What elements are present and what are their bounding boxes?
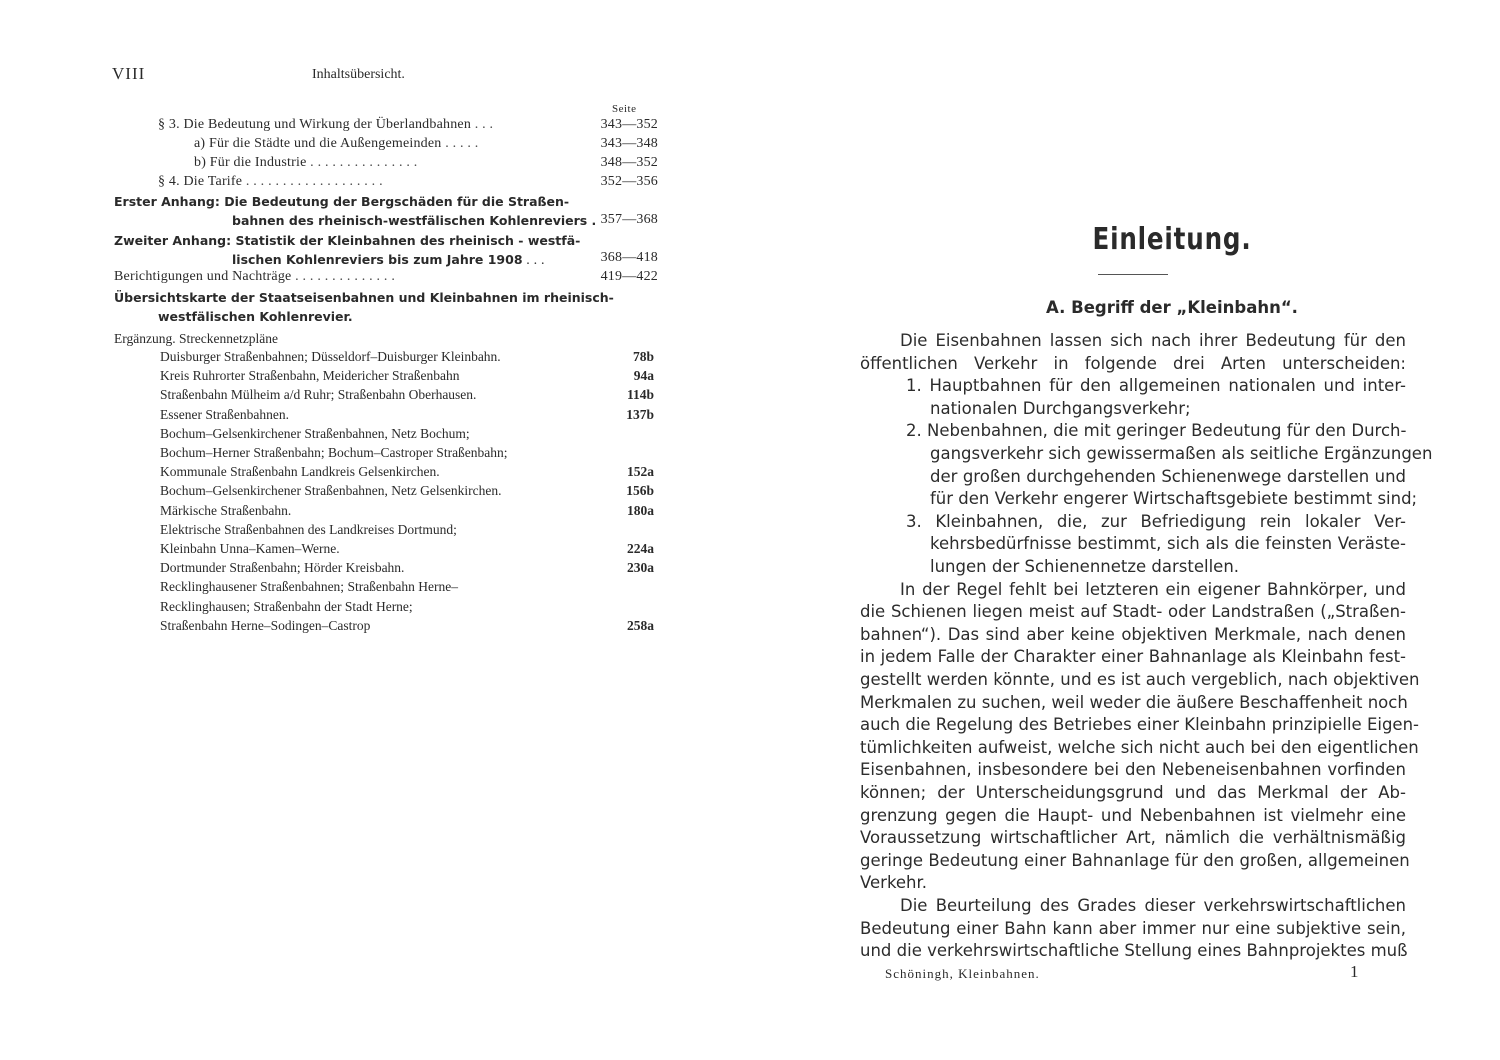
body-line: in jedem Falle der Charakter einer Bahnanlage als Kleinbahn fest-	[860, 647, 1406, 667]
ergaenzung-item: Elektrische Straßenbahnen des Landkreises Dortmund;	[160, 521, 457, 537]
body-line: der großen durchgehenden Schienenwege darstellen und	[930, 466, 1406, 486]
ergaenzung-item: Kleinbahn Unna–Kamen–Werne.	[160, 541, 340, 556]
page-number-right: 1	[1350, 962, 1359, 981]
karte-line2: westfälischen Kohlenrevier.	[158, 309, 353, 324]
body-line: tümlichkeiten aufweist, welche sich nicht auch bei den eigentlichen	[860, 737, 1419, 757]
ergaenzung-item: Straßenbahn Herne–Sodingen–Castrop	[160, 617, 371, 633]
ergaenzung-page: 230a	[627, 560, 654, 576]
ergaenzung-item: Märkische Straßenbahn.	[160, 502, 292, 518]
ergaenzung-item: Bochum–Gelsenkirchener Straßenbahnen, Netz Gelsenkirchen.	[160, 483, 502, 499]
anhang2-pages: 368—418	[600, 250, 658, 265]
ergaenzung-page: 152a	[627, 464, 654, 480]
body-line: grenzung gegen die Haupt- und Nebenbahnen ist vielmehr eine	[860, 805, 1406, 825]
body-line: Voraussetzung wirtschaftlicher Art, nämlich die verhältnismäßig	[860, 828, 1406, 848]
ergaenzung-item: Recklinghausener Straßenbahnen; Straßenbahn Herne–	[160, 579, 459, 595]
body-line: 3. Kleinbahnen, die, zur Befriedigung rein lokaler Ver-	[906, 511, 1406, 531]
toc-page: 343—348	[600, 136, 658, 151]
ergaenzung-page: 114b	[626, 387, 654, 403]
body-line: Bedeutung einer Bahn kann aber immer nur eine subjektive sein,	[860, 918, 1406, 938]
body-line: können; der Unterscheidungsgrund und das Merkmal der Ab-	[860, 783, 1406, 802]
body-line: lungen der Schienennetze darstellen.	[930, 557, 1240, 576]
toc-entry: § 4. Die Tarife . . . . . . . . . . . . . . . . . . .	[158, 174, 383, 189]
body-line: für den Verkehr engerer Wirtschaftsgebiete bestimmt sind;	[930, 489, 1418, 509]
body-line: nationalen Durchgangsverkehr;	[930, 398, 1191, 418]
body-line: Merkmalen zu suchen, weil weder die äußere Beschaffenheit noch	[860, 692, 1408, 712]
ergaenzung-page: 94a	[633, 368, 654, 384]
body-line: und die verkehrswirtschaftliche Stellung eines Bahnprojektes muß	[860, 941, 1408, 961]
chapter-title: Einleitung.	[1092, 222, 1252, 257]
body-line: kehrsbedürfnisse bestimmt, sich als die feinsten Veräste-	[930, 534, 1406, 554]
body-line: In der Regel fehlt bei letzteren ein eigener Bahnkörper, und	[900, 579, 1406, 599]
ergaenzung-item: Dortmunder Straßenbahn; Hörder Kreisbahn.	[160, 560, 405, 576]
anhang1-line1: Erster Anhang: Die Bedeutung der Bergschäden für die Straßen-	[114, 194, 570, 209]
ergaenzung-item: Kreis Ruhrorter Straßenbahn, Meidericher Straßenbahn	[160, 368, 460, 384]
title-rule	[1098, 274, 1168, 275]
running-title: Inhaltsübersicht.	[312, 67, 405, 82]
toc-entry: § 3. Die Bedeutung und Wirkung der Überlandbahnen . . .	[158, 117, 494, 132]
body-line: Die Beurteilung des Grades dieser verkehrswirtschaftlichen	[900, 896, 1406, 915]
ergaenzung-item: Recklinghausen; Straßenbahn der Stadt Herne;	[160, 598, 413, 614]
ergaenzung-item: Bochum–Herner Straßenbahn; Bochum–Castroper Straßenbahn;	[160, 445, 508, 460]
ergaenzung-page: 78b	[632, 349, 654, 364]
footer-signature: Schöningh, Kleinbahnen.	[885, 966, 1040, 981]
ergaenzung-page: 156b	[626, 483, 654, 499]
body-line: geringe Bedeutung einer Bahnanlage für den großen, allgemeinen	[860, 850, 1410, 870]
body-line: gangsverkehr sich gewissermaßen als seitliche Ergänzungen	[930, 444, 1433, 463]
body-line: auch die Regelung des Betriebes einer Kleinbahn prinzipielle Eigen-	[860, 715, 1419, 735]
section-title: A. Begriff der „Kleinbahn“.	[1046, 298, 1298, 317]
ergaenzung-page: 137b	[626, 406, 654, 422]
toc-page: 352—356	[600, 174, 658, 189]
ergaenzung-page: 224a	[627, 541, 654, 556]
anhang2-line2: lischen Kohlenreviers bis zum Jahre 1908 . . .	[232, 252, 545, 268]
page-number-left: VIII	[112, 64, 146, 83]
toc-entry: a) Für die Städte und die Außengemeinden . . . . .	[194, 136, 479, 151]
berichtigungen-pages: 419—422	[600, 269, 658, 284]
body-line: die Schienen liegen meist auf Stadt- oder Landstraßen („Straßen-	[860, 602, 1406, 622]
ergaenzung-item: Bochum–Gelsenkirchener Straßenbahnen, Netz Bochum;	[160, 425, 470, 441]
karte-line1: Übersichtskarte der Staatseisenbahnen und Kleinbahnen im rheinisch-	[114, 290, 614, 305]
body-line: Eisenbahnen, insbesondere bei den Nebeneisenbahnen vorfinden	[860, 760, 1406, 780]
body-line: öffentlichen Verkehr in folgende drei Arten unterscheiden:	[860, 353, 1406, 373]
ergaenzung-item: Kommunale Straßenbahn Landkreis Gelsenkirchen.	[160, 464, 440, 480]
body-line: gestellt werden könnte, und es ist auch vergeblich, nach objektiven	[860, 670, 1420, 689]
ergaenzung-heading: Ergänzung. Streckennetzpläne	[114, 331, 278, 346]
ergaenzung-item: Essener Straßenbahnen.	[160, 406, 289, 422]
toc-page: 348—352	[600, 155, 658, 170]
body-line: Die Eisenbahnen lassen sich nach ihrer Bedeutung für den	[900, 331, 1406, 350]
ergaenzung-item: Duisburger Straßenbahnen; Düsseldorf–Duisburger Kleinbahn.	[160, 349, 501, 364]
anhang1-pages: 357—368	[600, 212, 658, 227]
ergaenzung-page: 258a	[627, 617, 654, 633]
anhang2-line1: Zweiter Anhang: Statistik der Kleinbahnen des rheinisch - westfä-	[114, 233, 581, 248]
body-line: Verkehr.	[860, 873, 928, 893]
toc-page: 343—352	[600, 117, 658, 132]
anhang1-line2: bahnen des rheinisch-westfälischen Kohlenreviers .	[232, 213, 597, 228]
body-line: bahnen“). Das sind aber keine objektiven Merkmale, nach denen	[860, 624, 1406, 644]
berichtigungen: Berichtigungen und Nachträge . . . . . . . . . . . . . .	[114, 269, 396, 284]
ergaenzung-item: Straßenbahn Mülheim a/d Ruhr; Straßenbahn Oberhausen.	[160, 387, 477, 403]
ergaenzung-page: 180a	[627, 502, 654, 518]
seite-label: Seite	[612, 103, 637, 115]
body-line: 1. Hauptbahnen für den allgemeinen nationalen und inter-	[906, 376, 1406, 396]
body-line: 2. Nebenbahnen, die mit geringer Bedeutung für den Durch-	[906, 421, 1407, 441]
toc-entry: b) Für die Industrie . . . . . . . . . . . . . . .	[194, 155, 418, 170]
